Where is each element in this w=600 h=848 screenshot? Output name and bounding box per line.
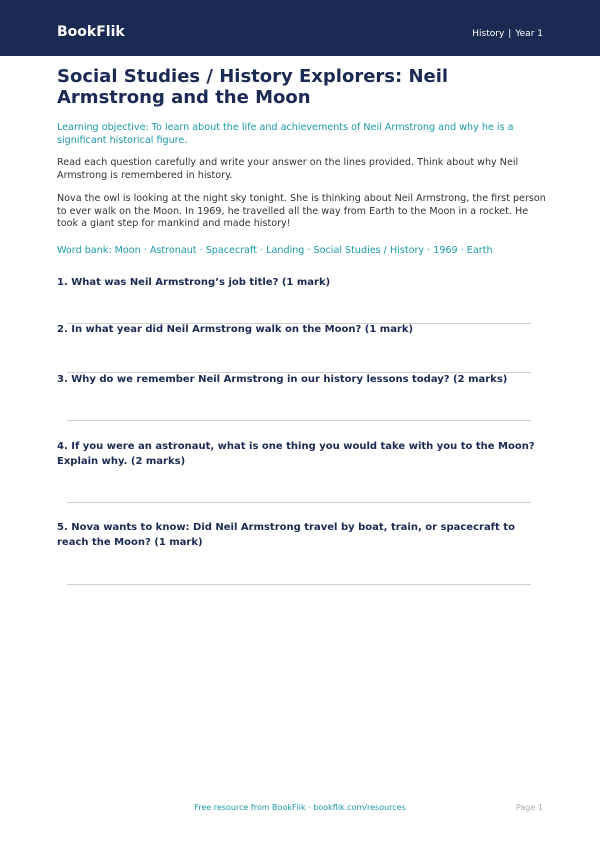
instructions-text: Read each question carefully and write your answer on the lines provided. Think about why Neil Armstrong is remembered in history.	[57, 157, 519, 181]
brand-logo[interactable]: BookFlik	[57, 24, 125, 40]
story-text: Nova the owl is looking at the night sky tonight. She is thinking about Neil Armstrong, the first person to ever walk on the Moon. In 1969, he travelled all the way from Earth to the Moon in a rocket. He took a giant step for mankind and made history!	[57, 193, 546, 229]
question-1: 1. What was Neil Armstrong’s job title? (1 mark)	[57, 277, 331, 288]
worksheet-title: Social Studies / History Explorers: Neil Armstrong and the Moon	[57, 66, 449, 108]
word-bank: Word bank: Moon · Astronaut · Spacecraft · Landing · Social Studies / History · 1969 · Earth	[57, 245, 493, 256]
answer-line-3[interactable]	[67, 420, 531, 421]
answer-line-4[interactable]	[67, 502, 531, 503]
question-5: 5. Nova wants to know: Did Neil Armstrong travel by boat, train, or spacecraft to reach the Moon? (1 mark)	[57, 522, 515, 548]
question-2: 2. In what year did Neil Armstrong walk on the Moon? (1 mark)	[57, 324, 414, 335]
page-header	[0, 0, 600, 56]
meta-separator: |	[508, 29, 512, 39]
learning-objective: Learning objective: To learn about the life and achievements of Neil Armstrong and why he is a significant historical figure.	[57, 122, 514, 146]
subject-label: History	[472, 29, 505, 39]
footer-link[interactable]: Free resource from BookFlik · bookflik.com/resources	[194, 803, 406, 812]
year-label: Year 1	[515, 29, 543, 39]
answer-line-5[interactable]	[67, 584, 531, 585]
page-number: Page 1	[516, 803, 543, 812]
question-4: 4. If you were an astronaut, what is one thing you would take with you to the Moon? Explain why. (2 marks)	[57, 441, 535, 467]
header-meta	[472, 28, 543, 40]
question-3: 3. Why do we remember Neil Armstrong in our history lessons today? (2 marks)	[57, 374, 508, 385]
